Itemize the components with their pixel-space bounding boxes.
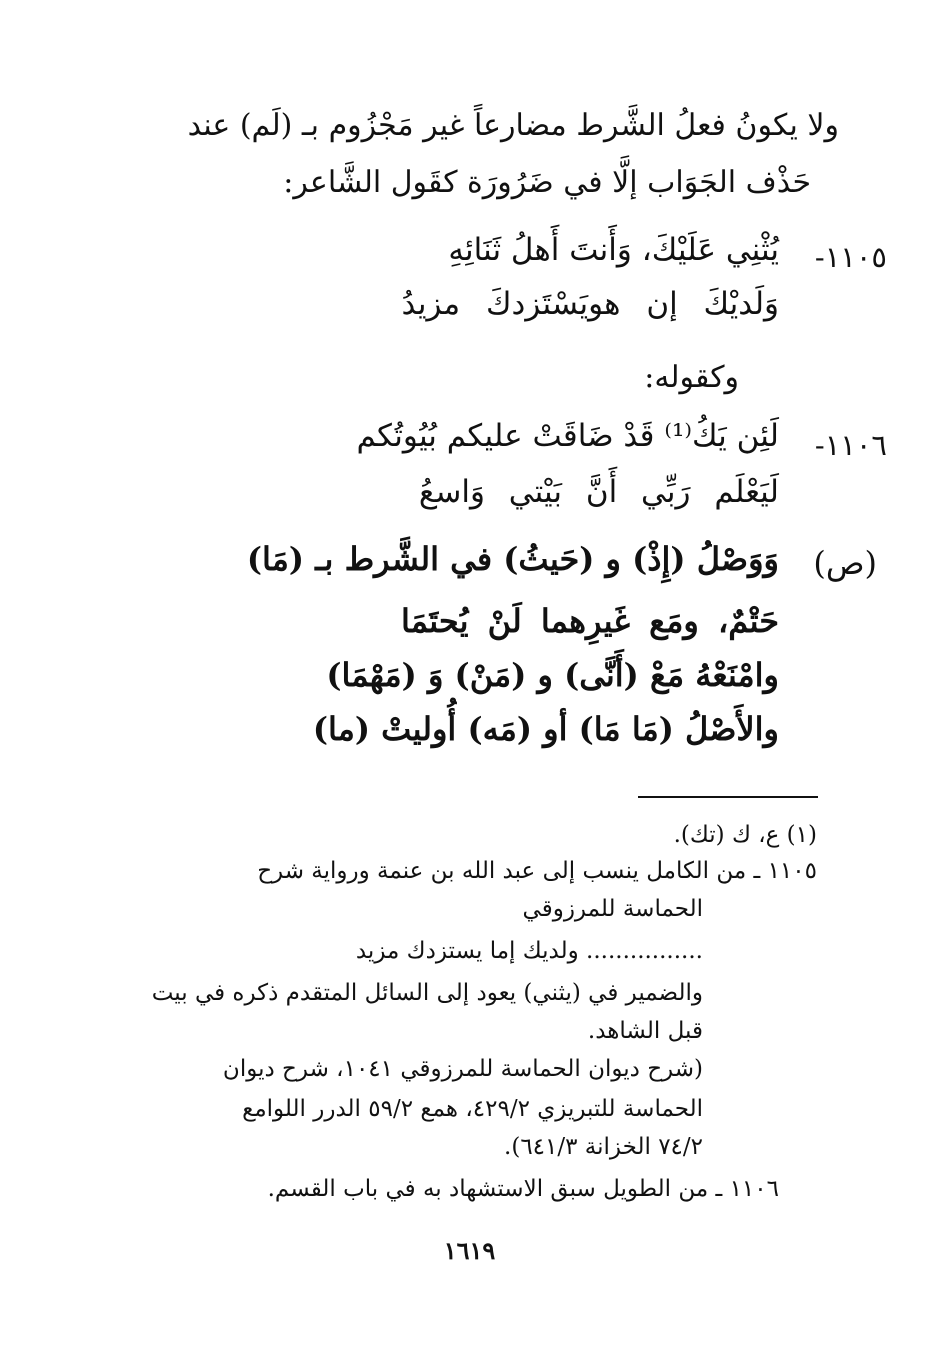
verse-line: وَلَديْكَ إن هويَسْتَزدكَ مزيدُ: [401, 286, 779, 322]
footnote: (١) ع، ك (تك).: [673, 822, 817, 848]
footnote: ١١٠٦ ـ من الطويل سبق الاستشهاد به في باب القسم.: [267, 1176, 779, 1202]
verse-line: لَيَعْلَم رَبِّي أَنَّ بَيْتي وَاسعُ: [418, 474, 779, 510]
footnote: ٧٤/٢ الخزانة ٦٤١/٣).: [504, 1134, 703, 1160]
verse-line: لَئِن يَكُ⁽¹⁾ قَدْ ضَاقَتْ عليكم بُيُوتُكم: [356, 418, 779, 454]
footnote: ................ ولديك إما يستزدك مزيد: [355, 938, 703, 964]
poem-line: حَتْمٌ، ومَع غَيرِهما لَنْ يُحتَمَا: [401, 602, 779, 640]
poem-marker: (ص): [813, 544, 877, 582]
footnote: قبل الشاهد.: [587, 1018, 703, 1044]
poem-line: وامْنَعْهُ مَعْ (أَنَّى) و (مَنْ) وَ (مَهْمَا): [326, 656, 779, 694]
poem-line: وَوَصْلُ (إِذْ) و (حَيثُ) في الشَّرط بـ (مَا): [246, 540, 779, 578]
footnote: والضمير في (يثني) يعود إلى السائل المتقدم ذكره في بيت: [151, 980, 703, 1006]
poem-line: والأَصْلُ (مَا مَا) أو (مَه) أُوليتْ (ما): [312, 710, 779, 748]
verse-line: يُثْنِي عَلَيْكَ، وَأَنتَ أَهلُ ثَنَائِهِ: [448, 232, 779, 268]
footnote: ١١٠٥ ـ من الكامل ينسب إلى عبد الله بن عنمة ورواية شرح: [257, 858, 817, 884]
footnote: الحماسة للتبريزي ٤٢٩/٢، همع ٥٩/٢ الدرر اللوامع: [242, 1096, 703, 1122]
footnote: (شرح ديوان الحماسة للمرزوقي ١٠٤١، شرح ديوان: [222, 1056, 703, 1082]
verse-number: ١١٠٦-: [814, 428, 887, 462]
footnote-rule: [638, 796, 818, 798]
paragraph-line: ولا يكونُ فعلُ الشَّرط مضارعاً غير مَجْزُوم بـ (لَم) عند: [187, 108, 839, 143]
page-number: ١٦١٩: [443, 1236, 496, 1265]
paragraph-line: حَذْف الجَوَاب إلَّا في ضَرُورَة كقَول الشَّاعر:: [283, 165, 811, 200]
intro-line: وكقوله:: [644, 360, 739, 395]
footnote: الحماسة للمرزوقي: [522, 896, 703, 922]
verse-number: ١١٠٥-: [814, 240, 887, 274]
